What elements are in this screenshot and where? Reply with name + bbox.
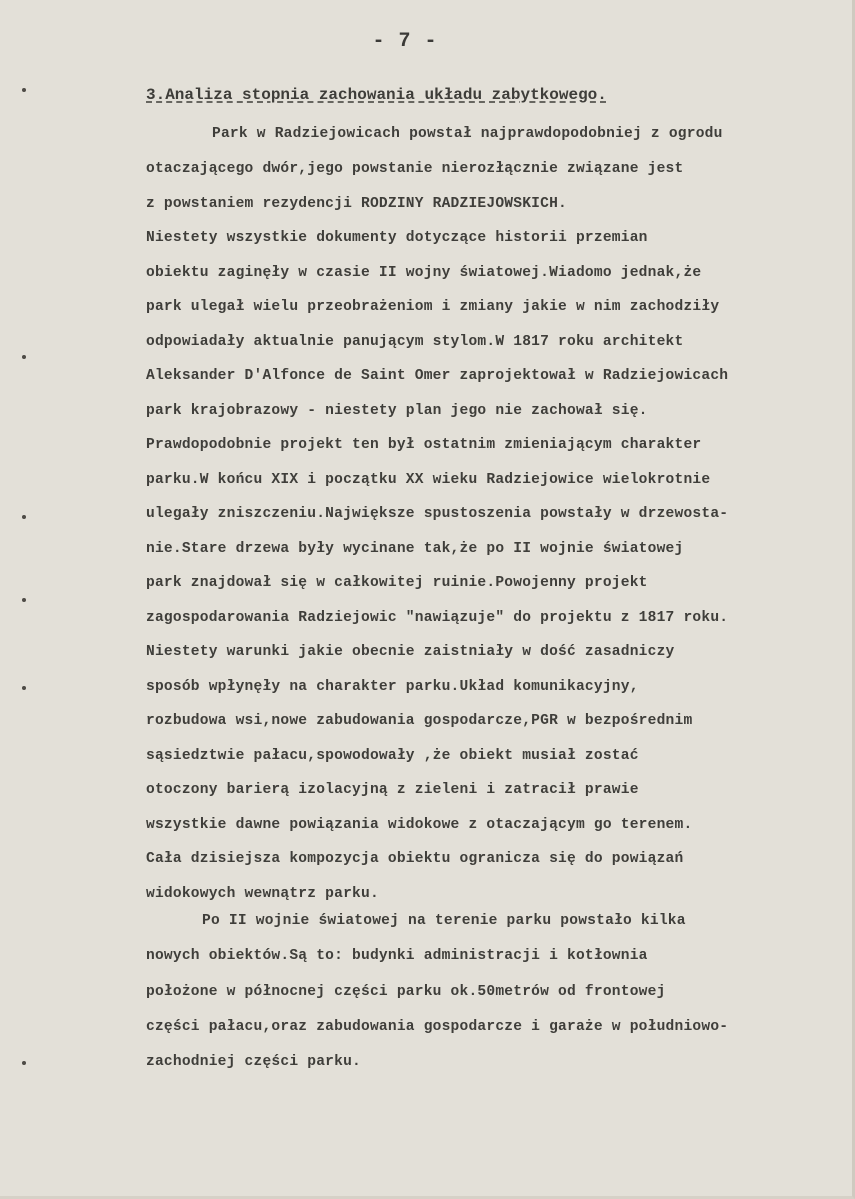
text-line: sposób wpłynęły na charakter parku.Układ komunikacyjny, xyxy=(146,679,639,695)
text-line: Niestety wszystkie dokumenty dotyczące historii przemian xyxy=(146,230,648,246)
binder-hole-mark xyxy=(22,355,26,359)
section-heading: 3.Analiza stopnia zachowania układu zabytkowego. xyxy=(146,86,607,104)
text-line: park ulegał wielu przeobrażeniom i zmiany jakie w nim zachodziły xyxy=(146,299,720,315)
binder-hole-mark xyxy=(22,515,26,519)
text-line: położone w północnej części parku ok.50metrów od frontowej xyxy=(146,984,666,1000)
text-line: Aleksander D'Alfonce de Saint Omer zaprojektował w Radziejowicach xyxy=(146,368,729,384)
page-number: - 7 - xyxy=(372,30,438,53)
text-line: Cała dzisiejsza kompozycja obiektu ogranicza się do powiązań xyxy=(146,851,684,867)
text-line: Park w Radziejowicach powstał najprawdopodobniej z ogrodu xyxy=(212,126,723,142)
text-line: ulegały zniszczeniu.Największe spustoszenia powstały w drzewosta- xyxy=(146,506,729,522)
text-line: zachodniej części parku. xyxy=(146,1054,361,1070)
text-line: z powstaniem rezydencji RODZINY RADZIEJOWSKICH. xyxy=(146,196,568,212)
text-line: obiektu zaginęły w czasie II wojny światowej.Wiadomo jednak,że xyxy=(146,265,702,281)
text-line: sąsiedztwie pałacu,spowodowały ,że obiekt musiał zostać xyxy=(146,748,639,764)
text-line: nowych obiektów.Są to: budynki administracji i kotłownia xyxy=(146,948,648,964)
text-line: otoczony barierą izolacyjną z zieleni i zatracił prawie xyxy=(146,782,639,798)
text-line: zagospodarowania Radziejowic "nawiązuje" do projektu z 1817 roku. xyxy=(146,610,729,626)
text-line: części pałacu,oraz zabudowania gospodarcze i garaże w południowo- xyxy=(146,1019,729,1035)
text-line: Prawdopodobnie projekt ten był ostatnim zmieniającym charakter xyxy=(146,437,702,453)
text-line: parku.W końcu XIX i początku XX wieku Radziejowice wielokrotnie xyxy=(146,472,711,488)
binder-hole-mark xyxy=(22,598,26,602)
text-line: Niestety warunki jakie obecnie zaistniały w dość zasadniczy xyxy=(146,644,675,660)
binder-hole-mark xyxy=(22,88,26,92)
text-line: park znajdował się w całkowitej ruinie.Powojenny projekt xyxy=(146,575,648,591)
binder-hole-mark xyxy=(22,686,26,690)
text-line: widokowych wewnątrz parku. xyxy=(146,886,379,902)
text-line: Po II wojnie światowej na terenie parku powstało kilka xyxy=(202,913,686,929)
text-line: nie.Stare drzewa były wycinane tak,że po II wojnie światowej xyxy=(146,541,684,557)
text-line: otaczającego dwór,jego powstanie nierozłącznie związane jest xyxy=(146,161,684,177)
binder-hole-mark xyxy=(22,1061,26,1065)
text-line: park krajobrazowy - niestety plan jego nie zachował się. xyxy=(146,403,648,419)
text-line: odpowiadały aktualnie panującym stylom.W 1817 roku architekt xyxy=(146,334,684,350)
text-line: rozbudowa wsi,nowe zabudowania gospodarcze,PGR w bezpośrednim xyxy=(146,713,693,729)
text-line: wszystkie dawne powiązania widokowe z otaczającym go terenem. xyxy=(146,817,693,833)
